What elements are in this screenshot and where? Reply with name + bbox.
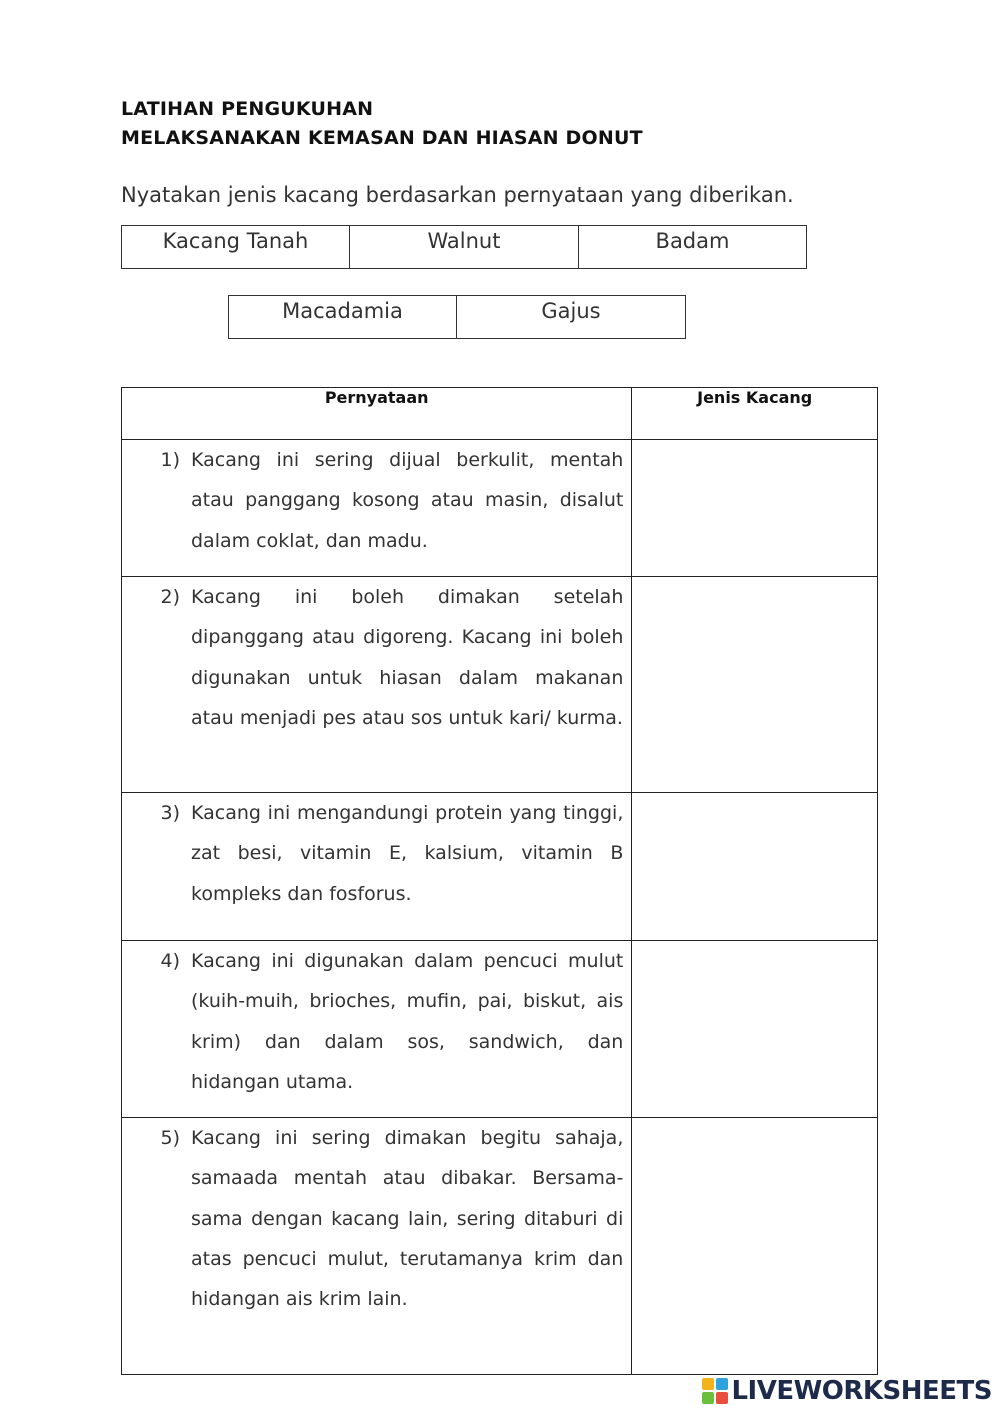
answer-cell-5[interactable] [632, 1118, 878, 1375]
logo-square-red [716, 1392, 728, 1404]
instruction-text: Nyatakan jenis kacang berdasarkan pernyataan yang diberikan. [121, 183, 794, 207]
statement-cell [122, 793, 632, 941]
option-gajus[interactable]: Gajus [457, 295, 686, 339]
answer-cell-4[interactable] [632, 941, 878, 1118]
statement-cell [122, 440, 632, 577]
option-badam[interactable]: Badam [579, 225, 807, 269]
logo-square-blue [716, 1378, 728, 1390]
table-row [122, 577, 878, 793]
table-row [122, 1118, 878, 1375]
answer-cell-1[interactable] [632, 440, 878, 577]
table-header-row [122, 388, 878, 440]
liveworksheets-logo [702, 1376, 992, 1406]
title-line-2: MELAKSANAKAN KEMASAN DAN HIASAN DONUT [121, 127, 643, 149]
answer-cell-2[interactable] [632, 577, 878, 793]
statement-cell [122, 1118, 632, 1375]
question-table [121, 387, 878, 1375]
statement-cell [122, 577, 632, 793]
table-row [122, 440, 878, 577]
row-number: 3) [160, 802, 180, 824]
title-line-1: LATIHAN PENGUKUHAN [121, 98, 374, 120]
liveworksheets-logo-text: LIVEWORKSHEETS [731, 1376, 992, 1406]
statement-text: Kacang ini digunakan dalam pencuci mulut (kuih-muih, brioches, mufin, pai, biskut, ais krim) dan dalam sos, sandwich, dan hidangan utama. [191, 950, 624, 1093]
statement-text: Kacang ini boleh dimakan setelah dipanggang atau digoreng. Kacang ini boleh digunakan untuk hiasan dalam makanan atau menjadi pes atau sos untuk kari/ kurma. [191, 586, 624, 729]
statement-text: Kacang ini sering dimakan begitu sahaja, samaada mentah atau dibakar. Bersama-sama dengan kacang lain, sering ditaburi di atas pencuci mulut, terutamanya krim dan hidangan ais krim lain. [191, 1127, 624, 1311]
row-number: 4) [160, 950, 180, 972]
table-row [122, 793, 878, 941]
statement-text: Kacang ini mengandungi protein yang tinggi, zat besi, vitamin E, kalsium, vitamin B kompleks dan fosforus. [191, 802, 624, 905]
header-jenis-kacang: Jenis Kacang [632, 388, 878, 440]
options-row-2 [228, 295, 686, 339]
statement-cell [122, 941, 632, 1118]
option-walnut[interactable]: Walnut [350, 225, 579, 269]
row-number: 1) [160, 449, 180, 471]
option-macadamia[interactable]: Macadamia [228, 295, 457, 339]
options-row-1 [121, 225, 807, 269]
row-number: 5) [160, 1127, 180, 1149]
liveworksheets-logo-icon [702, 1378, 728, 1404]
logo-square-green [702, 1392, 714, 1404]
logo-square-yellow [702, 1378, 714, 1390]
statement-text: Kacang ini sering dijual berkulit, mentah atau panggang kosong atau masin, disalut dalam coklat, dan madu. [191, 449, 624, 552]
header-pernyataan: Pernyataan [122, 388, 632, 440]
option-kacang-tanah[interactable]: Kacang Tanah [121, 225, 350, 269]
row-number: 2) [160, 586, 180, 608]
table-row [122, 941, 878, 1118]
answer-cell-3[interactable] [632, 793, 878, 941]
